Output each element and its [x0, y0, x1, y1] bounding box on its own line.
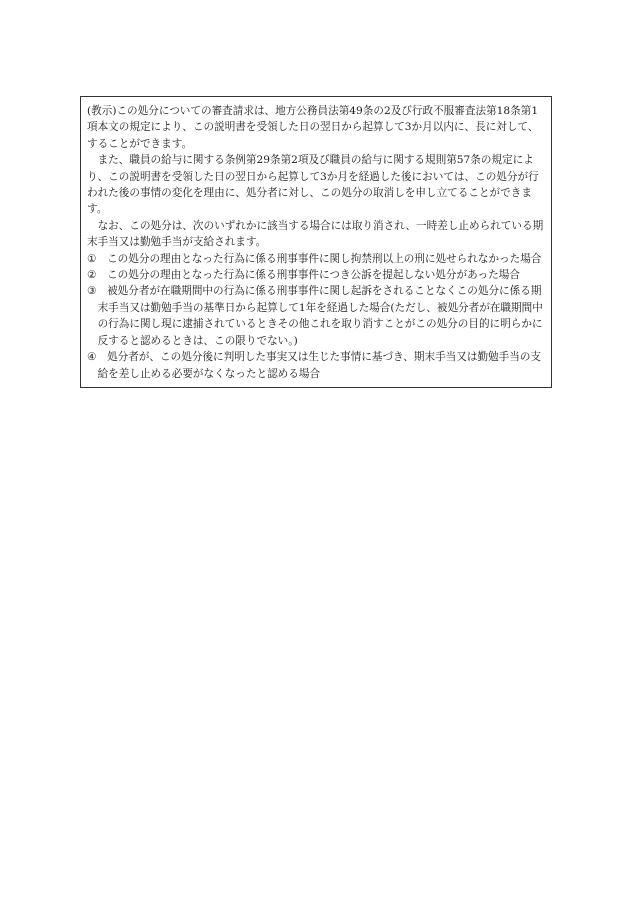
condition-item-text: この処分の理由となった行為に係る刑事事件に関し拘禁刑以上の刑に処せられなかった場合	[107, 252, 542, 265]
condition-item-number: ①	[87, 252, 97, 265]
condition-item-text: 処分者が、この処分後に判明した事実又は生じた事情に基づき、期末手当又は勤勉手当の支給を差し止める必要がなくなったと認める場合	[97, 351, 542, 380]
condition-item-2	[87, 267, 546, 283]
condition-item-number: ②	[87, 269, 97, 282]
notice-box	[80, 96, 552, 388]
condition-item-1	[87, 251, 546, 267]
notice-paragraph-revocation: また、職員の給与に関する条例第29条第2項及び職員の給与に関する規則第57条の規定により、この説明書を受領した日の翌日から起算して3か月を経過した後においては、この処分が行われた後の事情の変化を理由に、処分者に対し、この処分の取消しを申し立てることができます。	[87, 154, 539, 216]
notice-paragraph-conditions: なお、この処分は、次のいずれかに該当する場合には取り消され、一時差し止められている期末手当又は勤勉手当が支給されます。	[87, 219, 544, 249]
condition-item-3	[87, 283, 546, 349]
condition-item-4	[87, 349, 546, 382]
condition-item-number: ③	[87, 285, 97, 298]
condition-item-text: 被処分者が在職期間中の行為に係る刑事事件に関し起訴をされることなくこの処分に係る期末手当又は勤勉手当の基準日から起算して1年を経過した場合(ただし、被処分者が在職期間中の行為に関し現に逮捕されているときその他これを取り消すことがこの処分の目的に明らかに反すると認めるときは、この限りでない。)	[97, 285, 543, 347]
notice-paragraph-appeal: (教示)この処分についての審査請求は、地方公務員法第49条の2及び行政不服審査法第18条第1項本文の規定により、この説明書を受領した日の翌日から起算して3か月以内に、長に対して、することができます。	[87, 105, 539, 150]
condition-item-number: ④	[87, 351, 97, 364]
condition-item-text: この処分の理由となった行為に係る刑事事件につき公訴を提起しない処分があった場合	[107, 269, 520, 282]
